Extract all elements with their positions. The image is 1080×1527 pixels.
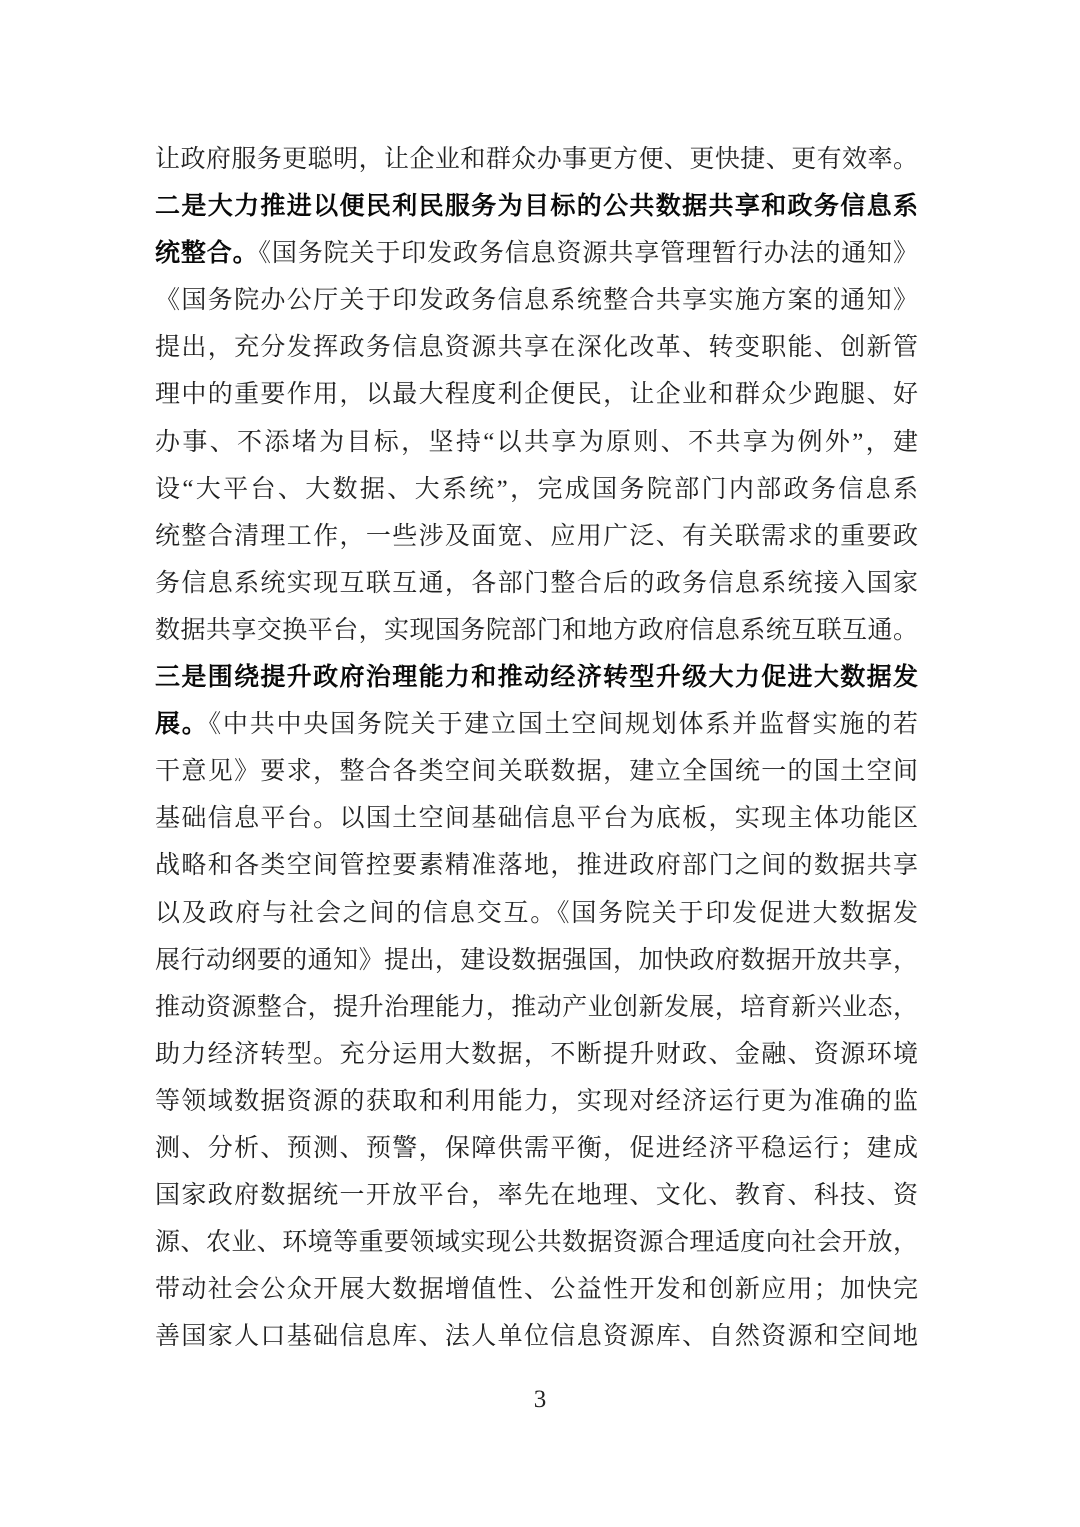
- text-line: [155, 607, 918, 654]
- bold-text-run: 三是围绕提升政府治理能力和推动经济转型升级大力促进大数据发: [155, 664, 918, 692]
- text-line: [155, 419, 918, 466]
- text-line: [155, 466, 918, 513]
- text-line: [155, 1219, 918, 1266]
- text-line: [155, 230, 918, 277]
- text-run: 善国家人口基础信息库、法人单位信息资源库、自然资源和空间地: [155, 1323, 918, 1351]
- text-line: [155, 795, 918, 842]
- text-run: 以及政府与社会之间的信息交互。《国务院关于印发促进大数据发: [155, 899, 918, 927]
- text-run: 展行动纲要的通知》提出，建设数据强国，加快政府数据开放共享，: [155, 946, 918, 974]
- text-line: [155, 890, 918, 937]
- text-line: [155, 984, 918, 1031]
- text-run: 设“大平台、大数据、大系统”，完成国务院部门内部政务信息系: [155, 475, 918, 503]
- text-run: 理中的重要作用，以最大程度利企便民，让企业和群众少跑腿、好: [155, 381, 918, 409]
- text-line: [155, 701, 918, 748]
- text-line: [155, 277, 918, 324]
- text-line: [155, 1266, 918, 1313]
- text-run: 源、农业、环境等重要领域实现公共数据资源合理适度向社会开放，: [155, 1229, 918, 1257]
- text-run: 《国务院办公厅关于印发政务信息系统整合共享实施方案的通知》: [155, 287, 918, 315]
- text-run: 提出，充分发挥政务信息资源共享在深化改革、转变职能、创新管: [155, 334, 918, 362]
- text-line: [155, 560, 918, 607]
- text-run: 带动社会公众开展大数据增值性、公益性开发和创新应用；加快完: [155, 1276, 918, 1304]
- bold-text-run: 展。: [155, 711, 209, 739]
- bold-text-run: 二是大力推进以便民利民服务为目标的公共数据共享和政务信息系: [155, 193, 918, 221]
- text-run: 让政府服务更聪明，让企业和群众办事更方便、更快捷、更有效率。: [155, 146, 918, 173]
- text-line: [155, 1031, 918, 1078]
- text-run: 助力经济转型。充分运用大数据，不断提升财政、金融、资源环境: [155, 1040, 918, 1068]
- text-line: [155, 324, 918, 371]
- text-line: [155, 513, 918, 560]
- text-line: [155, 1078, 918, 1125]
- text-run: 《中共中央国务院关于建立国土空间规划体系并监督实施的若: [208, 711, 918, 739]
- text-line: [155, 136, 918, 183]
- text-run: 务信息系统实现互联互通，各部门整合后的政务信息系统接入国家: [155, 569, 918, 597]
- text-run: 基础信息平台。以国土空间基础信息平台为底板，实现主体功能区: [155, 805, 918, 833]
- document-text-block: [155, 136, 918, 1360]
- page-number: 3: [533, 1386, 547, 1413]
- text-line: [155, 1313, 918, 1360]
- text-line: [155, 842, 918, 889]
- text-line: [155, 183, 918, 230]
- text-run: 推动资源整合，提升治理能力，推动产业创新发展，培育新兴业态，: [155, 993, 918, 1021]
- text-run: 统整合清理工作，一些涉及面宽、应用广泛、有关联需求的重要政: [155, 522, 918, 550]
- text-run: 办事、不添堵为目标，坚持“以共享为原则、不共享为例外”，建: [155, 428, 918, 456]
- text-run: 《国务院关于印发政务信息资源共享管理暂行办法的通知》: [258, 240, 918, 268]
- text-run: 等领域数据资源的获取和利用能力，实现对经济运行更为准确的监: [155, 1087, 918, 1115]
- text-line: [155, 748, 918, 795]
- text-line: [155, 1172, 918, 1219]
- text-line: [155, 937, 918, 984]
- bold-text-run: 统整合。: [155, 240, 259, 268]
- text-line: [155, 371, 918, 418]
- text-line: [155, 654, 918, 701]
- text-run: 数据共享交换平台，实现国务院部门和地方政府信息系统互联互通。: [155, 616, 918, 644]
- text-run: 干意见》要求，整合各类空间关联数据，建立全国统一的国土空间: [155, 758, 918, 786]
- text-line: [155, 1125, 918, 1172]
- text-run: 国家政府数据统一开放平台，率先在地理、文化、教育、科技、资: [155, 1182, 918, 1210]
- text-run: 测、分析、预测、预警，保障供需平衡，促进经济平稳运行；建成: [155, 1134, 918, 1162]
- text-run: 战略和各类空间管控要素精准落地，推进政府部门之间的数据共享: [155, 852, 918, 880]
